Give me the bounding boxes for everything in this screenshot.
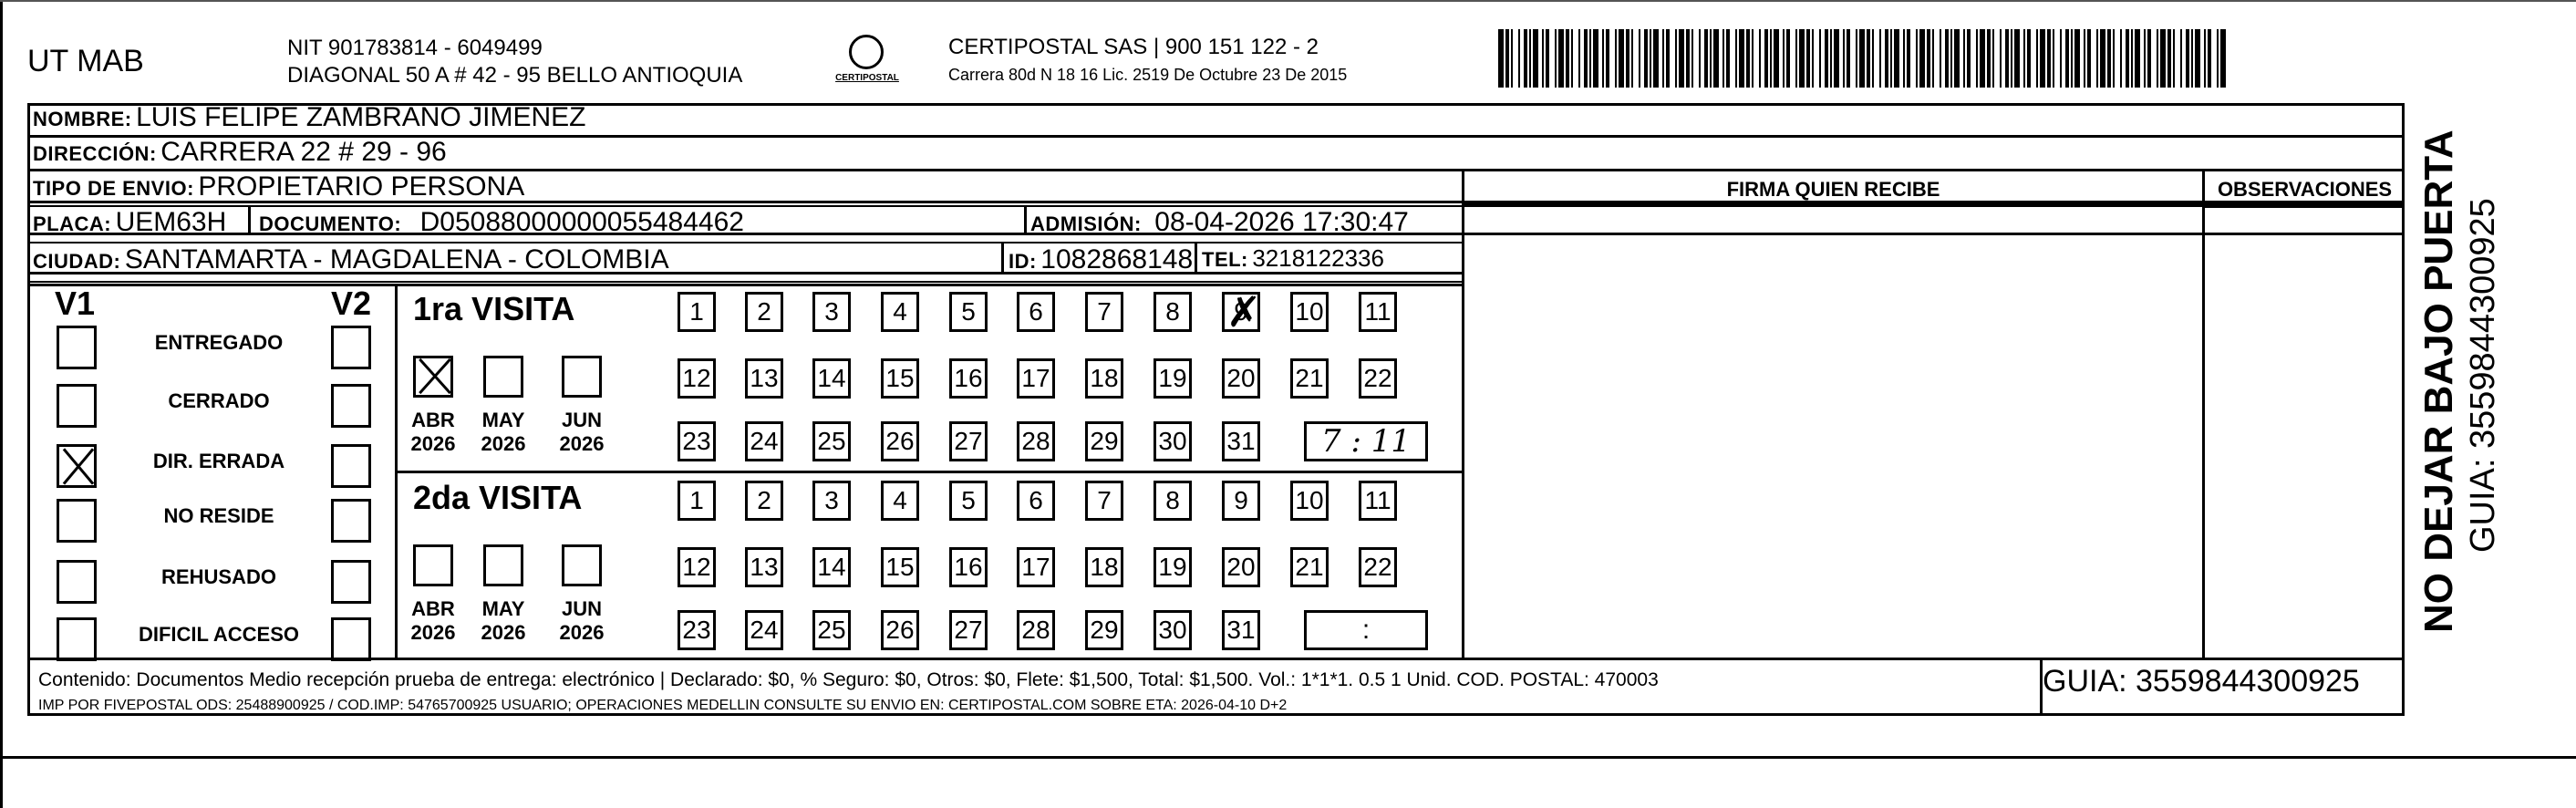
day-box[interactable]: 17	[1017, 547, 1055, 587]
v2-checkbox[interactable]	[331, 617, 371, 661]
v1-checkbox[interactable]	[57, 384, 97, 428]
day-box[interactable]: 22	[1359, 358, 1397, 399]
v1-checkbox[interactable]	[57, 499, 97, 543]
address-label: DIRECCIÓN:	[33, 142, 157, 165]
document-value: D05088000000055484462	[419, 207, 744, 237]
company-info	[287, 35, 742, 89]
side-tracking-number: GUIA: 3559844300925	[2464, 198, 2502, 553]
day-box[interactable]: 31	[1222, 421, 1260, 461]
no-under-door-warning: NO DEJAR BAJO PUERTA	[2416, 129, 2461, 633]
day-box[interactable]: 20	[1222, 547, 1260, 587]
day-box[interactable]: 1	[678, 292, 716, 332]
day-box[interactable]: 29	[1085, 421, 1123, 461]
day-box[interactable]: 29	[1085, 610, 1123, 650]
month-label	[401, 409, 465, 456]
visit-title: 1ra VISITA	[413, 290, 575, 327]
day-box[interactable]: 27	[949, 421, 988, 461]
id-value: 1082868148	[1040, 244, 1194, 275]
day-box[interactable]: 15	[881, 547, 919, 587]
day-box[interactable]: 9	[1222, 481, 1260, 521]
v1-header: V1	[55, 285, 96, 322]
day-box[interactable]: 23	[678, 421, 716, 461]
day-box[interactable]: 16	[949, 547, 988, 587]
recipient-name-row	[33, 102, 585, 133]
company-address: DIAGONAL 50 A # 42 - 95 BELLO ANTIOQUIA	[287, 63, 743, 88]
recipient-name: LUIS FELIPE ZAMBRANO JIMENEZ	[136, 102, 586, 132]
day-box[interactable]: 21	[1290, 358, 1329, 399]
day-box[interactable]: 26	[881, 610, 919, 650]
month-name: MAY	[481, 409, 525, 431]
shipping-type: PROPIETARIO PERSONA	[198, 171, 525, 202]
day-box[interactable]: 12	[678, 358, 716, 399]
print-info-line: IMP POR FIVEPOSTAL ODS: 25488900925 / COD.IMP: 54765700925 USUARIO; OPERACIONES MEDELLIN CONSULTE SU ENVIO EN: CERTIPOSTAL.COM SOBRE ETA: 2026-04-10 D+2	[38, 698, 1288, 713]
v1-checkbox[interactable]	[57, 444, 97, 488]
plate-row	[33, 207, 226, 238]
visit-time[interactable]: :	[1304, 610, 1428, 650]
month-name: JUN	[561, 409, 602, 431]
observations-header: OBSERVACIONES	[2217, 178, 2393, 201]
day-box[interactable]: 30	[1154, 610, 1192, 650]
day-box[interactable]: 23	[678, 610, 716, 650]
day-box[interactable]: 18	[1085, 547, 1123, 587]
certipostal-logo-icon	[825, 35, 909, 89]
day-box[interactable]: 27	[949, 610, 988, 650]
day-box[interactable]: 19	[1154, 547, 1192, 587]
v1-checkbox[interactable]	[57, 617, 97, 661]
v2-header: V2	[331, 285, 372, 322]
city-label: CIUDAD:	[33, 250, 121, 273]
day-box[interactable]: 4	[881, 292, 919, 332]
day-box[interactable]: 25	[812, 421, 851, 461]
month-checkbox[interactable]	[483, 356, 523, 398]
shipping-type-label: TIPO DE ENVIO:	[33, 177, 194, 200]
v2-checkbox[interactable]	[331, 384, 371, 428]
day-box[interactable]: 25	[812, 610, 851, 650]
city-value: SANTAMARTA - MAGDALENA - COLOMBIA	[124, 244, 669, 275]
day-box[interactable]: 24	[745, 610, 783, 650]
month-label	[550, 597, 614, 645]
day-box[interactable]: 10	[1290, 292, 1329, 332]
v1-checkbox[interactable]	[57, 560, 97, 604]
admission-label: ADMISIÓN:	[1030, 212, 1142, 235]
company-name: UT MAB	[27, 44, 144, 78]
day-box[interactable]: 13	[745, 358, 783, 399]
month-year: 2026	[559, 621, 605, 644]
month-label	[401, 597, 465, 645]
month-year: 2026	[481, 621, 526, 644]
day-box[interactable]: 2	[745, 481, 783, 521]
month-year: 2026	[481, 432, 526, 455]
courier-address: Carrera 80d N 18 16 Lic. 2519 De Octubre 23 De 2015	[948, 66, 1348, 84]
v1-checkbox[interactable]	[57, 326, 97, 369]
day-box[interactable]: 11	[1359, 481, 1397, 521]
id-row	[1009, 244, 1193, 275]
day-box[interactable]: 9 ✗	[1222, 292, 1260, 332]
day-box[interactable]: 14	[812, 358, 851, 399]
day-box[interactable]: 17	[1017, 358, 1055, 399]
day-box[interactable]: 16	[949, 358, 988, 399]
tracking-number: GUIA: 3559844300925	[2043, 664, 2360, 699]
status-label: ENTREGADO	[154, 331, 284, 354]
admission-value: 08-04-2026 17:30:47	[1154, 207, 1409, 237]
month-year: 2026	[559, 432, 605, 455]
visit-title: 2da VISITA	[413, 479, 583, 516]
month-year: 2026	[410, 621, 456, 644]
admission-row	[1030, 207, 1409, 238]
tel-row	[1202, 244, 1384, 273]
visit-time[interactable]: 7 : 11	[1304, 421, 1428, 461]
month-name: ABR	[411, 409, 455, 431]
barcode	[1498, 29, 2228, 88]
v2-checkbox[interactable]	[331, 560, 371, 604]
id-label: ID:	[1009, 250, 1037, 273]
day-box[interactable]: 18	[1085, 358, 1123, 399]
month-checkbox[interactable]	[413, 356, 453, 398]
company-nit: NIT 901783814 - 6049499	[287, 36, 543, 60]
logo-text: CERTIPOSTAL	[835, 73, 899, 83]
day-box[interactable]: 15	[881, 358, 919, 399]
month-checkbox[interactable]	[413, 544, 453, 586]
month-label	[471, 409, 535, 456]
v2-checkbox[interactable]	[331, 326, 371, 369]
month-checkbox[interactable]	[562, 544, 602, 586]
v2-checkbox[interactable]	[331, 499, 371, 543]
day-box[interactable]: 3	[812, 292, 851, 332]
status-label: REHUSADO	[161, 565, 276, 588]
day-box[interactable]: 20	[1222, 358, 1260, 399]
courier-name: CERTIPOSTAL SAS | 900 151 122 - 2	[948, 35, 1319, 59]
document-row	[259, 207, 744, 238]
v2-checkbox[interactable]	[331, 444, 371, 488]
contents-line: Contenido: Documentos Medio recepción prueba de entrega: electrónico | Declarado: $0, % Seguro: $0, Otros: $0, Flete: $1,500, Total: $1,500. Vol.: 1*1*1. 0.5 1 Unid. COD. POSTAL: 470003	[38, 669, 1659, 690]
day-box[interactable]: 31	[1222, 610, 1260, 650]
month-year: 2026	[410, 432, 456, 455]
day-box[interactable]: 14	[812, 547, 851, 587]
address-row	[33, 137, 447, 168]
document-label: DOCUMENTO:	[259, 212, 402, 235]
plate-value: UEM63H	[115, 207, 227, 237]
tel-value: 3218122336	[1252, 244, 1384, 272]
day-box[interactable]: 2	[745, 292, 783, 332]
status-label: DIR. ERRADA	[152, 450, 285, 472]
shipping-type-row	[33, 171, 524, 202]
day-box[interactable]: 4	[881, 481, 919, 521]
day-box[interactable]: 28	[1017, 421, 1055, 461]
day-box[interactable]: 1	[678, 481, 716, 521]
signature-header: FIRMA QUIEN RECIBE	[1726, 178, 1940, 201]
day-box[interactable]: 26	[881, 421, 919, 461]
day-box[interactable]: 6	[1017, 292, 1055, 332]
day-box[interactable]: 6	[1017, 481, 1055, 521]
day-box[interactable]: 21	[1290, 547, 1329, 587]
day-box[interactable]: 5	[949, 292, 988, 332]
day-box[interactable]: 10	[1290, 481, 1329, 521]
status-label: CERRADO	[168, 389, 270, 412]
day-box[interactable]: 22	[1359, 547, 1397, 587]
name-label: NOMBRE:	[33, 108, 132, 130]
day-box[interactable]: 7	[1085, 481, 1123, 521]
month-name: JUN	[561, 597, 602, 620]
day-box[interactable]: 28	[1017, 610, 1055, 650]
day-box[interactable]: 12	[678, 547, 716, 587]
day-box[interactable]: 8	[1154, 292, 1192, 332]
day-box[interactable]: 7	[1085, 292, 1123, 332]
day-box[interactable]: 5	[949, 481, 988, 521]
day-box[interactable]: 3	[812, 481, 851, 521]
day-box[interactable]: 8	[1154, 481, 1192, 521]
month-name: ABR	[411, 597, 455, 620]
plate-label: PLACA:	[33, 212, 112, 235]
day-box[interactable]: 11	[1359, 292, 1397, 332]
day-box[interactable]: 19	[1154, 358, 1192, 399]
day-box[interactable]: 24	[745, 421, 783, 461]
day-box[interactable]: 30	[1154, 421, 1192, 461]
tel-label: TEL:	[1202, 248, 1248, 271]
month-checkbox[interactable]	[483, 544, 523, 586]
city-row	[33, 244, 669, 275]
status-label: NO RESIDE	[163, 504, 274, 527]
month-label	[550, 409, 614, 456]
day-box[interactable]: 13	[745, 547, 783, 587]
month-checkbox[interactable]	[562, 356, 602, 398]
status-label: DIFICIL ACCESO	[138, 623, 299, 646]
month-name: MAY	[481, 597, 525, 620]
month-label	[471, 597, 535, 645]
recipient-address: CARRERA 22 # 29 - 96	[160, 137, 447, 167]
